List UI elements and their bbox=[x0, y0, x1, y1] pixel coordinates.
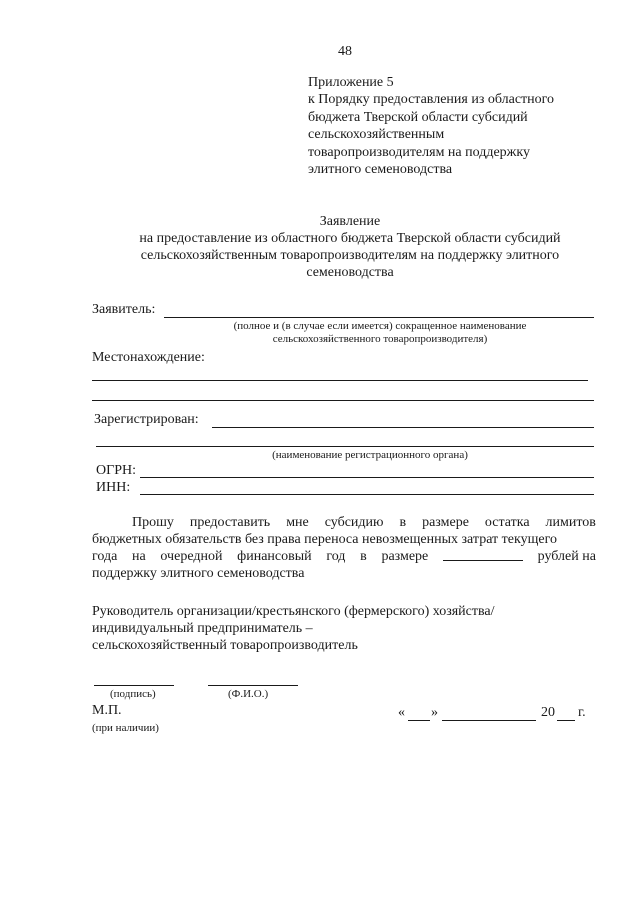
request-text: рублей на bbox=[537, 549, 596, 564]
request-row: поддержку элитного семеноводства bbox=[92, 566, 305, 581]
registered-label: Зарегистрирован: bbox=[94, 412, 199, 427]
fio-caption: (Ф.И.О.) bbox=[228, 688, 269, 700]
request-word: предоставить bbox=[189, 515, 271, 530]
title-line: на предоставление из областного бюджета Тверской области субсидий bbox=[139, 231, 561, 246]
signature-field-line[interactable] bbox=[94, 685, 174, 686]
annex-line: элитного семеноводства bbox=[308, 162, 453, 178]
date-open-quote: « bbox=[398, 705, 405, 720]
request-word: в bbox=[360, 549, 367, 564]
title-line: сельскохозяйственным товаропроизводителям на поддержку элитного bbox=[140, 248, 560, 263]
stamp-note: (при наличии) bbox=[92, 722, 159, 734]
inn-field-line[interactable] bbox=[140, 494, 594, 495]
applicant-label: Заявитель: bbox=[92, 302, 156, 317]
date-month-field-line[interactable] bbox=[442, 720, 536, 721]
annex-line: к Порядку предоставления из областного bbox=[308, 92, 555, 108]
date-close-quote: » bbox=[431, 705, 438, 720]
location-field-line[interactable] bbox=[92, 400, 594, 401]
request-word: год bbox=[326, 549, 346, 564]
request-word: финансовый bbox=[237, 549, 312, 564]
applicant-hint: (полное и (в случае если имеется) сокращенное наименование bbox=[233, 320, 527, 332]
signature-caption: (подпись) bbox=[110, 688, 156, 700]
annex-line: товаропроизводителям на поддержку bbox=[308, 144, 530, 160]
date-year-suffix: г. bbox=[578, 705, 586, 720]
document-title bbox=[100, 213, 600, 281]
request-word: очередной bbox=[160, 549, 223, 564]
stamp-label: М.П. bbox=[92, 703, 122, 718]
annex-line: Приложение 5 bbox=[308, 75, 394, 90]
request-word: Прошу bbox=[132, 515, 174, 530]
annex-line: сельскохозяйственным bbox=[308, 127, 445, 143]
request-word: на bbox=[132, 549, 146, 564]
request-word: размере bbox=[381, 549, 429, 564]
signatory-line: Руководитель организации/крестьянского (фермерского) хозяйства/ bbox=[92, 604, 495, 619]
request-word: года bbox=[92, 549, 118, 564]
annex-block bbox=[308, 74, 554, 178]
applicant-hint: сельскохозяйственного товаропроизводителя) bbox=[272, 333, 488, 345]
signatory-line: сельскохозяйственный товаропроизводитель bbox=[92, 638, 358, 653]
request-word: остатка bbox=[484, 515, 530, 530]
fio-field-line[interactable] bbox=[208, 685, 298, 686]
request-word: субсидию bbox=[324, 515, 384, 530]
title-heading: Заявление bbox=[319, 214, 381, 229]
annex-line: бюджета Тверской области субсидий bbox=[308, 109, 528, 125]
request-paragraph bbox=[92, 514, 596, 582]
title-line: семеноводства bbox=[306, 265, 394, 280]
registered-field-line[interactable] bbox=[212, 427, 594, 428]
signatory-line: индивидуальный предприниматель – bbox=[92, 621, 313, 636]
date-year-field-line[interactable] bbox=[557, 720, 575, 721]
location-label: Местонахождение: bbox=[92, 350, 205, 365]
amount-field-line[interactable] bbox=[443, 548, 523, 561]
request-word: лимитов bbox=[545, 515, 596, 530]
request-text: бюджетных обязательств без права переноса невозмещенных затрат текущего bbox=[92, 532, 557, 547]
inn-label: ИНН: bbox=[96, 480, 131, 495]
ogrn-label: ОГРН: bbox=[96, 463, 136, 478]
request-word: размере bbox=[422, 515, 469, 530]
date-year-prefix: 20 bbox=[541, 705, 555, 720]
location-field-line[interactable] bbox=[92, 380, 588, 381]
request-word: в bbox=[399, 515, 407, 530]
request-word: мне bbox=[286, 515, 309, 530]
applicant-field-line[interactable] bbox=[164, 317, 594, 318]
date-day-field-line[interactable] bbox=[408, 720, 430, 721]
page-number: 48 bbox=[338, 44, 352, 59]
request-row bbox=[92, 514, 596, 531]
registered-field-line[interactable] bbox=[96, 446, 594, 447]
ogrn-field-line[interactable] bbox=[140, 477, 594, 478]
registered-hint: (наименование регистрационного органа) bbox=[272, 449, 468, 461]
request-row bbox=[92, 531, 596, 548]
request-row bbox=[92, 548, 596, 565]
